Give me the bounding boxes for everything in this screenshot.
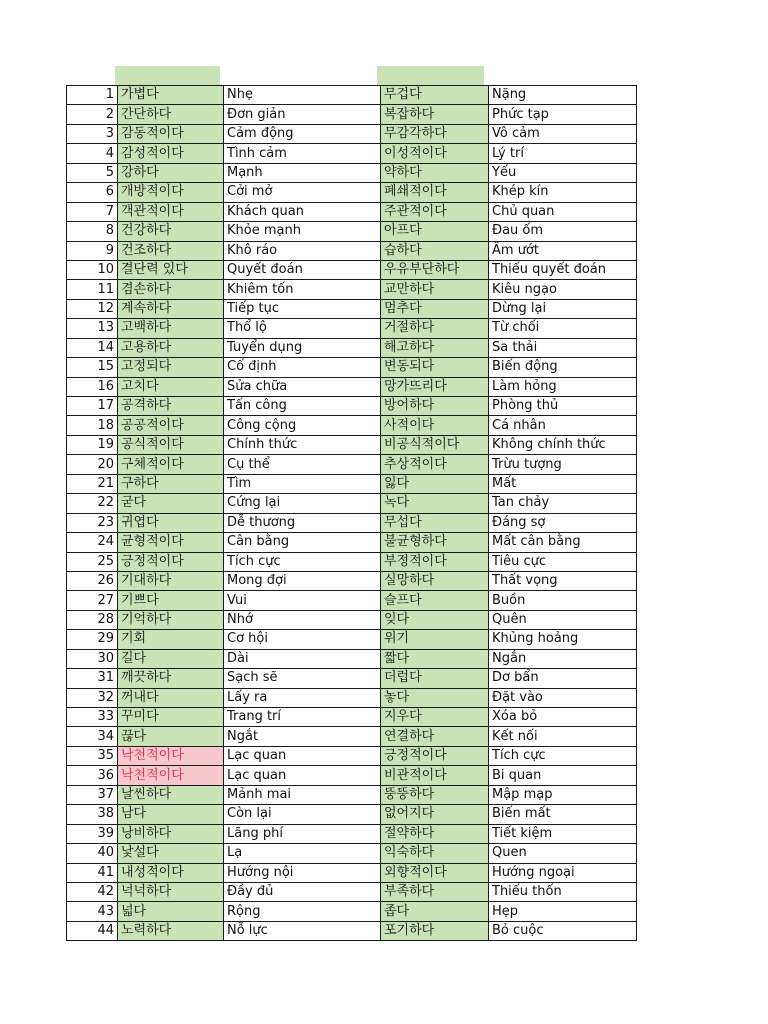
vietnamese-meaning: Công cộng: [224, 416, 381, 435]
table-row: [67, 299, 637, 318]
korean-word: 꾸미다: [118, 708, 224, 727]
vietnamese-antonym-meaning: Thiếu thốn: [489, 882, 637, 901]
korean-antonym: 없어지다: [381, 805, 489, 824]
row-number: 31: [67, 669, 118, 688]
table-row: [67, 571, 637, 590]
vietnamese-meaning: Tìm: [224, 474, 381, 493]
korean-antonym: 약하다: [381, 163, 489, 182]
korean-antonym: 슬프다: [381, 591, 489, 610]
row-number: 24: [67, 533, 118, 552]
table-row: [67, 649, 637, 668]
vietnamese-antonym-meaning: Quen: [489, 844, 637, 863]
korean-antonym: 실망하다: [381, 571, 489, 590]
vocabulary-table: [66, 85, 637, 941]
korean-word: 구하다: [118, 474, 224, 493]
vietnamese-meaning: Quyết đoán: [224, 260, 381, 279]
vietnamese-antonym-meaning: Yếu: [489, 163, 637, 182]
korean-word: 굳다: [118, 494, 224, 513]
vietnamese-antonym-meaning: Tiêu cực: [489, 552, 637, 571]
korean-antonym: 더럽다: [381, 669, 489, 688]
korean-antonym: 비관적이다: [381, 766, 489, 785]
vietnamese-meaning: Cởi mở: [224, 183, 381, 202]
vietnamese-meaning: Lấy ra: [224, 688, 381, 707]
vietnamese-antonym-meaning: Vô cảm: [489, 124, 637, 143]
table-row: [67, 863, 637, 882]
vietnamese-meaning: Sạch sẽ: [224, 669, 381, 688]
vietnamese-antonym-meaning: Mập mạp: [489, 785, 637, 804]
korean-word: 고용하다: [118, 338, 224, 357]
vietnamese-antonym-meaning: Kết nối: [489, 727, 637, 746]
row-number: 25: [67, 552, 118, 571]
vietnamese-meaning: Nhẹ: [224, 86, 381, 105]
row-number: 17: [67, 397, 118, 416]
korean-word: 결단력 있다: [118, 260, 224, 279]
row-number: 1: [67, 86, 118, 105]
vietnamese-meaning: Cố định: [224, 358, 381, 377]
vietnamese-meaning: Khô ráo: [224, 241, 381, 260]
korean-antonym: 사적이다: [381, 416, 489, 435]
vietnamese-meaning: Vui: [224, 591, 381, 610]
korean-word: 깨끗하다: [118, 669, 224, 688]
vocabulary-table-body: [67, 86, 637, 941]
table-row: [67, 338, 637, 357]
row-number: 7: [67, 202, 118, 221]
vietnamese-antonym-meaning: Quên: [489, 610, 637, 629]
vietnamese-antonym-meaning: Dừng lại: [489, 299, 637, 318]
table-row: [67, 552, 637, 571]
korean-word: 간단하다: [118, 105, 224, 124]
table-row: [67, 377, 637, 396]
vietnamese-antonym-meaning: Dơ bẩn: [489, 669, 637, 688]
vietnamese-meaning: Tích cực: [224, 552, 381, 571]
vietnamese-antonym-meaning: Cá nhân: [489, 416, 637, 435]
row-number: 18: [67, 416, 118, 435]
korean-antonym: 짧다: [381, 649, 489, 668]
korean-word: 기회: [118, 630, 224, 649]
row-number: 35: [67, 746, 118, 765]
vietnamese-antonym-meaning: Ngắn: [489, 649, 637, 668]
korean-antonym: 해고하다: [381, 338, 489, 357]
row-number: 32: [67, 688, 118, 707]
korean-antonym: 추상적이다: [381, 455, 489, 474]
korean-antonym: 긍정적이다: [381, 746, 489, 765]
korean-word: 날씬하다: [118, 785, 224, 804]
korean-word: 낯설다: [118, 844, 224, 863]
korean-word: 긍정적이다: [118, 552, 224, 571]
vietnamese-meaning: Cân bằng: [224, 533, 381, 552]
korean-antonym: 녹다: [381, 494, 489, 513]
vietnamese-meaning: Trang trí: [224, 708, 381, 727]
vietnamese-meaning: Mạnh: [224, 163, 381, 182]
vietnamese-antonym-meaning: Phức tạp: [489, 105, 637, 124]
row-number: 27: [67, 591, 118, 610]
korean-word: 가볍다: [118, 86, 224, 105]
table-row: [67, 824, 637, 843]
vietnamese-meaning: Sửa chữa: [224, 377, 381, 396]
row-number: 34: [67, 727, 118, 746]
korean-antonym: 우유부단하다: [381, 260, 489, 279]
korean-antonym: 복잡하다: [381, 105, 489, 124]
vietnamese-antonym-meaning: Không chính thức: [489, 435, 637, 454]
vietnamese-meaning: Mong đợi: [224, 571, 381, 590]
korean-word: 계속하다: [118, 299, 224, 318]
korean-antonym: 잊다: [381, 610, 489, 629]
table-row: [67, 397, 637, 416]
korean-antonym: 포기하다: [381, 921, 489, 940]
vietnamese-meaning: Khách quan: [224, 202, 381, 221]
vietnamese-antonym-meaning: Biến mất: [489, 805, 637, 824]
row-number: 38: [67, 805, 118, 824]
header-band-korean-right: [377, 66, 484, 85]
vietnamese-meaning: Tuyển dụng: [224, 338, 381, 357]
vietnamese-antonym-meaning: Ẩm ướt: [489, 241, 637, 260]
vietnamese-meaning: Chính thức: [224, 435, 381, 454]
vietnamese-antonym-meaning: Phòng thủ: [489, 397, 637, 416]
vietnamese-antonym-meaning: Từ chối: [489, 319, 637, 338]
row-number: 21: [67, 474, 118, 493]
korean-word: 개방적이다: [118, 183, 224, 202]
korean-word: 낙천적이다: [118, 766, 224, 785]
table-row: [67, 183, 637, 202]
korean-antonym: 연결하다: [381, 727, 489, 746]
vietnamese-meaning: Mảnh mai: [224, 785, 381, 804]
vietnamese-antonym-meaning: Mất cân bằng: [489, 533, 637, 552]
korean-antonym: 익숙하다: [381, 844, 489, 863]
korean-antonym: 망가뜨리다: [381, 377, 489, 396]
vietnamese-meaning: Đầy đủ: [224, 882, 381, 901]
vietnamese-meaning: Khiêm tốn: [224, 280, 381, 299]
vietnamese-meaning: Lãng phí: [224, 824, 381, 843]
korean-word: 길다: [118, 649, 224, 668]
table-row: [67, 435, 637, 454]
korean-word: 노력하다: [118, 921, 224, 940]
row-number: 33: [67, 708, 118, 727]
vietnamese-meaning: Dễ thương: [224, 513, 381, 532]
row-number: 4: [67, 144, 118, 163]
vietnamese-antonym-meaning: Mất: [489, 474, 637, 493]
row-number: 20: [67, 455, 118, 474]
table-row: [67, 669, 637, 688]
row-number: 19: [67, 435, 118, 454]
vietnamese-antonym-meaning: Khủng hoảng: [489, 630, 637, 649]
korean-word: 강하다: [118, 163, 224, 182]
row-number: 39: [67, 824, 118, 843]
table-row: [67, 241, 637, 260]
table-row: [67, 280, 637, 299]
vietnamese-antonym-meaning: Lý trí: [489, 144, 637, 163]
vietnamese-meaning: Cảm động: [224, 124, 381, 143]
korean-word: 공격하다: [118, 397, 224, 416]
table-row: [67, 610, 637, 629]
vietnamese-antonym-meaning: Kiêu ngạo: [489, 280, 637, 299]
korean-antonym: 뚱뚱하다: [381, 785, 489, 804]
row-number: 22: [67, 494, 118, 513]
korean-word: 기억하다: [118, 610, 224, 629]
table-row: [67, 494, 637, 513]
row-number: 43: [67, 902, 118, 921]
row-number: 8: [67, 222, 118, 241]
korean-antonym: 비공식적이다: [381, 435, 489, 454]
row-number: 42: [67, 882, 118, 901]
row-number: 36: [67, 766, 118, 785]
row-number: 10: [67, 260, 118, 279]
table-row: [67, 727, 637, 746]
korean-word: 건강하다: [118, 222, 224, 241]
korean-antonym: 습하다: [381, 241, 489, 260]
vietnamese-meaning: Lạ: [224, 844, 381, 863]
korean-word: 고백하다: [118, 319, 224, 338]
korean-antonym: 잃다: [381, 474, 489, 493]
table-row: [67, 746, 637, 765]
header-band-korean-left: [115, 66, 220, 85]
korean-antonym: 변동되다: [381, 358, 489, 377]
korean-antonym: 놓다: [381, 688, 489, 707]
table-row: [67, 222, 637, 241]
row-number: 5: [67, 163, 118, 182]
table-row: [67, 708, 637, 727]
vietnamese-meaning: Ngắt: [224, 727, 381, 746]
korean-word: 기대하다: [118, 571, 224, 590]
table-row: [67, 785, 637, 804]
korean-word: 낙천적이다: [118, 746, 224, 765]
korean-antonym: 좁다: [381, 902, 489, 921]
vietnamese-antonym-meaning: Đáng sợ: [489, 513, 637, 532]
korean-antonym: 이성적이다: [381, 144, 489, 163]
vietnamese-antonym-meaning: Nặng: [489, 86, 637, 105]
korean-word: 고정되다: [118, 358, 224, 377]
korean-antonym: 거절하다: [381, 319, 489, 338]
row-number: 37: [67, 785, 118, 804]
row-number: 2: [67, 105, 118, 124]
table-row: [67, 921, 637, 940]
row-number: 6: [67, 183, 118, 202]
korean-word: 꺼내다: [118, 688, 224, 707]
vietnamese-antonym-meaning: Buồn: [489, 591, 637, 610]
table-row: [67, 260, 637, 279]
vietnamese-meaning: Tiếp tục: [224, 299, 381, 318]
korean-word: 낭비하다: [118, 824, 224, 843]
korean-antonym: 폐쇄적이다: [381, 183, 489, 202]
vietnamese-antonym-meaning: Biến động: [489, 358, 637, 377]
vietnamese-antonym-meaning: Hướng ngoại: [489, 863, 637, 882]
table-row: [67, 416, 637, 435]
row-number: 14: [67, 338, 118, 357]
vietnamese-antonym-meaning: Đau ốm: [489, 222, 637, 241]
table-row: [67, 844, 637, 863]
row-number: 12: [67, 299, 118, 318]
row-number: 11: [67, 280, 118, 299]
vietnamese-meaning: Nhớ: [224, 610, 381, 629]
table-row: [67, 882, 637, 901]
korean-antonym: 무감각하다: [381, 124, 489, 143]
row-number: 13: [67, 319, 118, 338]
vietnamese-antonym-meaning: Sa thải: [489, 338, 637, 357]
korean-word: 구체적이다: [118, 455, 224, 474]
vietnamese-meaning: Đơn giản: [224, 105, 381, 124]
vietnamese-meaning: Lạc quan: [224, 746, 381, 765]
table-row: [67, 474, 637, 493]
vietnamese-antonym-meaning: Đặt vào: [489, 688, 637, 707]
table-row: [67, 513, 637, 532]
table-row: [67, 202, 637, 221]
korean-antonym: 아프다: [381, 222, 489, 241]
vietnamese-antonym-meaning: Thiếu quyết đoán: [489, 260, 637, 279]
vietnamese-meaning: Tấn công: [224, 397, 381, 416]
row-number: 9: [67, 241, 118, 260]
korean-word: 공공적이다: [118, 416, 224, 435]
vietnamese-antonym-meaning: Xóa bỏ: [489, 708, 637, 727]
korean-antonym: 불균형하다: [381, 533, 489, 552]
korean-word: 끊다: [118, 727, 224, 746]
korean-word: 귀엽다: [118, 513, 224, 532]
table-row: [67, 144, 637, 163]
table-row: [67, 86, 637, 105]
vietnamese-meaning: Tình cảm: [224, 144, 381, 163]
vietnamese-antonym-meaning: Thất vọng: [489, 571, 637, 590]
table-row: [67, 319, 637, 338]
row-number: 40: [67, 844, 118, 863]
korean-antonym: 지우다: [381, 708, 489, 727]
table-row: [67, 533, 637, 552]
vietnamese-antonym-meaning: Tích cực: [489, 746, 637, 765]
korean-word: 공식적이다: [118, 435, 224, 454]
korean-word: 기쁘다: [118, 591, 224, 610]
vietnamese-antonym-meaning: Chủ quan: [489, 202, 637, 221]
korean-antonym: 주관적이다: [381, 202, 489, 221]
table-row: [67, 766, 637, 785]
vietnamese-antonym-meaning: Tiết kiệm: [489, 824, 637, 843]
korean-antonym: 위기: [381, 630, 489, 649]
korean-antonym: 무겁다: [381, 86, 489, 105]
table-row: [67, 163, 637, 182]
vietnamese-antonym-meaning: Làm hỏng: [489, 377, 637, 396]
korean-word: 남다: [118, 805, 224, 824]
vietnamese-meaning: Hướng nội: [224, 863, 381, 882]
vietnamese-antonym-meaning: Tan chảy: [489, 494, 637, 513]
vietnamese-antonym-meaning: Bi quan: [489, 766, 637, 785]
table-row: [67, 805, 637, 824]
row-number: 44: [67, 921, 118, 940]
vietnamese-meaning: Nỗ lực: [224, 921, 381, 940]
korean-word: 감동적이다: [118, 124, 224, 143]
table-row: [67, 124, 637, 143]
row-number: 29: [67, 630, 118, 649]
korean-word: 건조하다: [118, 241, 224, 260]
row-number: 28: [67, 610, 118, 629]
row-number: 3: [67, 124, 118, 143]
korean-antonym: 절약하다: [381, 824, 489, 843]
korean-word: 균형적이다: [118, 533, 224, 552]
vietnamese-antonym-meaning: Bỏ cuộc: [489, 921, 637, 940]
vietnamese-meaning: Thổ lộ: [224, 319, 381, 338]
korean-word: 고치다: [118, 377, 224, 396]
korean-antonym: 방어하다: [381, 397, 489, 416]
korean-word: 넉넉하다: [118, 882, 224, 901]
korean-word: 감성적이다: [118, 144, 224, 163]
korean-antonym: 외향적이다: [381, 863, 489, 882]
korean-antonym: 무섭다: [381, 513, 489, 532]
vietnamese-antonym-meaning: Trừu tượng: [489, 455, 637, 474]
row-number: 30: [67, 649, 118, 668]
row-number: 23: [67, 513, 118, 532]
table-row: [67, 591, 637, 610]
vietnamese-meaning: Cơ hội: [224, 630, 381, 649]
korean-antonym: 멈추다: [381, 299, 489, 318]
korean-word: 내성적이다: [118, 863, 224, 882]
row-number: 15: [67, 358, 118, 377]
vietnamese-meaning: Dài: [224, 649, 381, 668]
korean-word: 객관적이다: [118, 202, 224, 221]
row-number: 41: [67, 863, 118, 882]
korean-word: 넓다: [118, 902, 224, 921]
table-row: [67, 358, 637, 377]
vietnamese-antonym-meaning: Khép kín: [489, 183, 637, 202]
vietnamese-meaning: Cứng lại: [224, 494, 381, 513]
table-row: [67, 105, 637, 124]
vietnamese-meaning: Lạc quan: [224, 766, 381, 785]
korean-antonym: 부족하다: [381, 882, 489, 901]
row-number: 16: [67, 377, 118, 396]
vietnamese-meaning: Rộng: [224, 902, 381, 921]
vietnamese-meaning: Còn lại: [224, 805, 381, 824]
korean-word: 겸손하다: [118, 280, 224, 299]
vietnamese-antonym-meaning: Hẹp: [489, 902, 637, 921]
row-number: 26: [67, 571, 118, 590]
table-row: [67, 630, 637, 649]
table-row: [67, 688, 637, 707]
korean-antonym: 부정적이다: [381, 552, 489, 571]
vietnamese-meaning: Khỏe mạnh: [224, 222, 381, 241]
table-row: [67, 455, 637, 474]
korean-antonym: 교만하다: [381, 280, 489, 299]
table-row: [67, 902, 637, 921]
vietnamese-meaning: Cụ thể: [224, 455, 381, 474]
